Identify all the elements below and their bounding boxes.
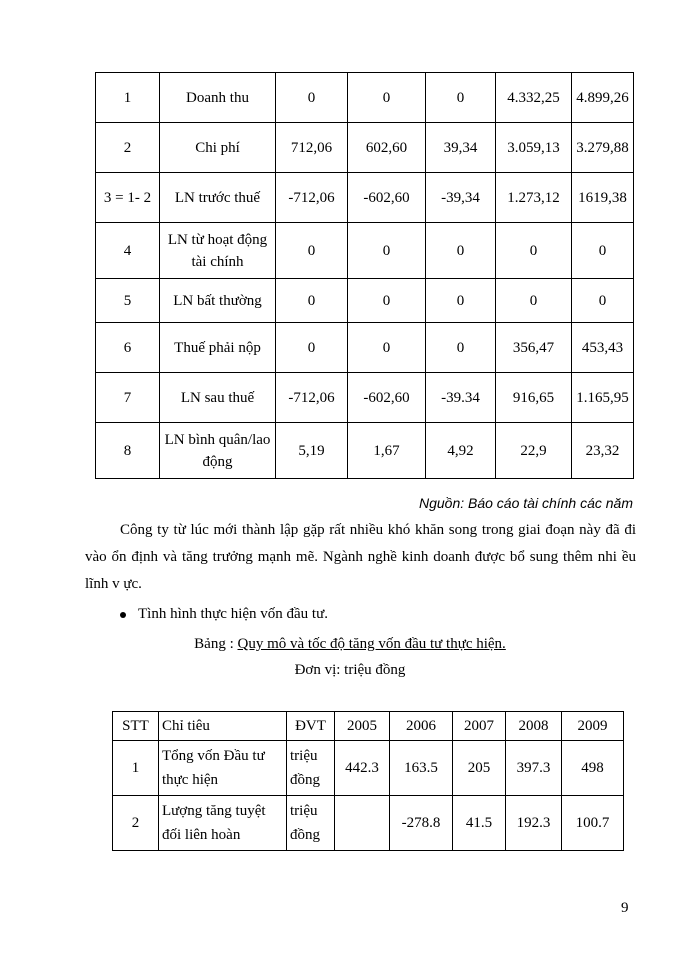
stt-cell: 3 = 1- 2 (96, 173, 160, 223)
value-cell: 1619,38 (572, 173, 634, 223)
value-cell (335, 796, 390, 851)
value-cell: 4,92 (426, 423, 496, 479)
value-cell: 0 (276, 73, 348, 123)
page-number: 9 (621, 900, 629, 916)
label-cell: Tổng vốn Đầu tư thực hiện (159, 741, 287, 796)
value-cell: 1.165,95 (572, 373, 634, 423)
value-cell: 3.279,88 (572, 123, 634, 173)
value-cell: 0 (348, 323, 426, 373)
value-cell: 0 (426, 279, 496, 323)
value-cell: -278.8 (390, 796, 453, 851)
header-cell: 2009 (562, 712, 624, 741)
label-cell: Lượng tăng tuyệt đối liên hoàn (159, 796, 287, 851)
unit-cell: triệu đồng (287, 741, 335, 796)
value-cell: 39,34 (426, 123, 496, 173)
value-cell: -712,06 (276, 373, 348, 423)
stt-cell: 2 (96, 123, 160, 173)
value-cell: 498 (562, 741, 624, 796)
caption-prefix: Bảng : (194, 636, 238, 652)
value-cell: 1,67 (348, 423, 426, 479)
stt-cell: 1 (96, 73, 160, 123)
value-cell: 0 (496, 223, 572, 279)
table2-caption (0, 636, 700, 653)
value-cell: 0 (276, 323, 348, 373)
value-cell: 0 (276, 279, 348, 323)
stt-cell: 7 (96, 373, 160, 423)
header-cell: STT (113, 712, 159, 741)
header-cell: ĐVT (287, 712, 335, 741)
value-cell: 0 (426, 323, 496, 373)
label-cell: LN bất thường (160, 279, 276, 323)
stt-cell: 4 (96, 223, 160, 279)
value-cell: 602,60 (348, 123, 426, 173)
value-cell: 442.3 (335, 741, 390, 796)
value-cell: -39.34 (426, 373, 496, 423)
value-cell: 5,19 (276, 423, 348, 479)
label-cell: Doanh thu (160, 73, 276, 123)
stt-cell: 1 (113, 741, 159, 796)
value-cell: 0 (426, 223, 496, 279)
value-cell: -602,60 (348, 373, 426, 423)
table-row (96, 279, 634, 323)
header-cell: 2005 (335, 712, 390, 741)
value-cell: 3.059,13 (496, 123, 572, 173)
bullet-text: Tình hình thực hiện vốn đầu tư. (138, 606, 328, 622)
label-cell: Chi phí (160, 123, 276, 173)
bullet-item (120, 606, 328, 623)
table-row (113, 741, 624, 796)
value-cell: 163.5 (390, 741, 453, 796)
value-cell: -712,06 (276, 173, 348, 223)
table-row (96, 123, 634, 173)
value-cell: 0 (348, 223, 426, 279)
label-cell: LN trước thuế (160, 173, 276, 223)
header-cell: 2008 (506, 712, 562, 741)
value-cell: 41.5 (453, 796, 506, 851)
value-cell: 22,9 (496, 423, 572, 479)
stt-cell: 6 (96, 323, 160, 373)
label-cell: LN sau thuế (160, 373, 276, 423)
value-cell: -39,34 (426, 173, 496, 223)
label-cell: LN từ hoạt động tài chính (160, 223, 276, 279)
body-paragraph: Công ty từ lúc mới thành lập gặp rất nhiều khó khăn song trong giai đoạn này đã đi vào ổn định và tăng trưởng mạnh mẽ. Ngành nghề kinh doanh được bổ sung thêm nhi ều lĩnh v ực. (85, 522, 636, 592)
value-cell: 916,65 (496, 373, 572, 423)
value-cell: 0 (572, 223, 634, 279)
value-cell: 0 (572, 279, 634, 323)
stt-cell: 5 (96, 279, 160, 323)
value-cell: -602,60 (348, 173, 426, 223)
table-row (96, 423, 634, 479)
value-cell: 712,06 (276, 123, 348, 173)
header-cell: Chỉ tiêu (159, 712, 287, 741)
header-row (113, 712, 624, 741)
value-cell: 0 (348, 73, 426, 123)
table-row (96, 173, 634, 223)
investment-table (112, 711, 624, 851)
stt-cell: 8 (96, 423, 160, 479)
table-row (96, 373, 634, 423)
table-row (96, 323, 634, 373)
value-cell: 0 (496, 279, 572, 323)
value-cell: 453,43 (572, 323, 634, 373)
stt-cell: 2 (113, 796, 159, 851)
value-cell: 4.332,25 (496, 73, 572, 123)
label-cell: Thuế phải nộp (160, 323, 276, 373)
value-cell: 356,47 (496, 323, 572, 373)
caption-title: Quy mô và tốc độ tăng vốn đầu tư thực hiện. (237, 636, 506, 652)
header-cell: 2007 (453, 712, 506, 741)
financial-results-table (95, 72, 634, 479)
table-row (96, 73, 634, 123)
value-cell: 0 (426, 73, 496, 123)
value-cell: 100.7 (562, 796, 624, 851)
value-cell: 0 (348, 279, 426, 323)
table-row (96, 223, 634, 279)
value-cell: 4.899,26 (572, 73, 634, 123)
header-cell: 2006 (390, 712, 453, 741)
table2-unit: Đơn vị: triệu đồng (294, 662, 406, 678)
value-cell: 23,32 (572, 423, 634, 479)
value-cell: 1.273,12 (496, 173, 572, 223)
table-row (113, 796, 624, 851)
value-cell: 397.3 (506, 741, 562, 796)
source-note: Nguồn: Báo cáo tài chính các năm (418, 495, 633, 511)
value-cell: 0 (276, 223, 348, 279)
bullet-dot-icon (120, 612, 126, 618)
unit-cell: triệu đồng (287, 796, 335, 851)
value-cell: 205 (453, 741, 506, 796)
value-cell: 192.3 (506, 796, 562, 851)
label-cell: LN bình quân/lao động (160, 423, 276, 479)
